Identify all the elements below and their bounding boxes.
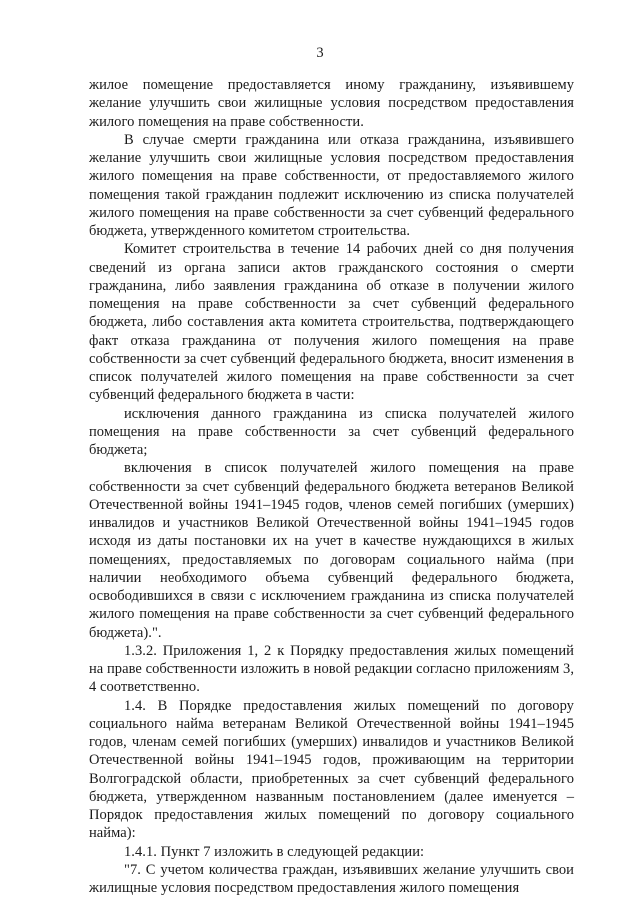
page-number: 3 [316, 45, 324, 61]
document-body [89, 76, 574, 897]
paragraph-item-1-4: 1.4. В Порядке предоставления жилых помещений по договору социального найма ветеранам Великой Отечественной войны 1941–1945 годов, членам семей погибших (умерших) инвалидов и участников Великой Отечественной войны 1941–1945 годов, проживающим на территории Волгоградской области, приобретенных за счет субвенций федерального бюджета, утвержденном названным постановлением (далее именуется – Порядок предоставления жилых помещений по договору социального найма): [89, 697, 574, 842]
paragraph-item-1-3-2: 1.3.2. Приложения 1, 2 к Порядку предоставления жилых помещений на праве собственности изложить в новой редакции согласно приложениям 3, 4 соответственно. [89, 642, 574, 696]
paragraph-continuation: жилое помещение предоставляется иному гражданину, изъявившему желание улучшить свои жилищные условия посредством предоставления жилого помещения на праве собственности. [89, 77, 574, 130]
paragraph-committee-changes: Комитет строительства в течение 14 рабочих дней со дня получения сведений из органа записи актов гражданского состояния о смерти гражданина, либо заявления гражданина об отказе в получении жилого помещения на праве собственности за счет субвенций федерального бюджета, либо составления акта комитета строительства, подтверждающего факт отказа гражданина от получения жилого помещения на праве собственности за счет субвенций федерального бюджета, вносит изменения в список получателей жилого помещения на праве собственности за счет субвенций федерального бюджета в части: [89, 241, 574, 404]
paragraph-inclusion: включения в список получателей жилого помещения на праве собственности за счет субвенций федерального бюджета ветеранов Великой Отечественной войны 1941–1945 годов, членов семей погибших (умерших) инвалидов и участников Великой Отечественной войны 1941–1945 годов исходя из даты постановки их на учет в качестве нуждающихся в жилых помещениях, предоставляемых по договорам социального найма (при наличии необходимого объема субвенций федерального бюджета, освободившихся в связи с исключением гражданина из списка получателей жилого помещения на праве собственности за счет субвенций федерального бюджета).". [89, 460, 574, 641]
paragraph-death-or-refusal: В случае смерти гражданина или отказа гражданина, изъявившего желание улучшить свои жилищные условия посредством предоставления жилого помещения на праве собственности, от предоставляемого жилого помещения такой гражданин подлежит исключению из списка получателей жилого помещения на праве собственности за счет субвенций федерального бюджета, утвержденного комитетом строительства. [89, 131, 574, 239]
paragraph-item-1-4-1: 1.4.1. Пункт 7 изложить в следующей редакции: [124, 843, 425, 860]
paragraph-exclusion: исключения данного гражданина из списка получателей жилого помещения на праве собственности за счет субвенций федерального бюджета; [89, 405, 574, 458]
paragraph-clause-7: "7. С учетом количества граждан, изъявивших желание улучшить свои жилищные условия посредством предоставления жилого помещения [89, 861, 574, 896]
